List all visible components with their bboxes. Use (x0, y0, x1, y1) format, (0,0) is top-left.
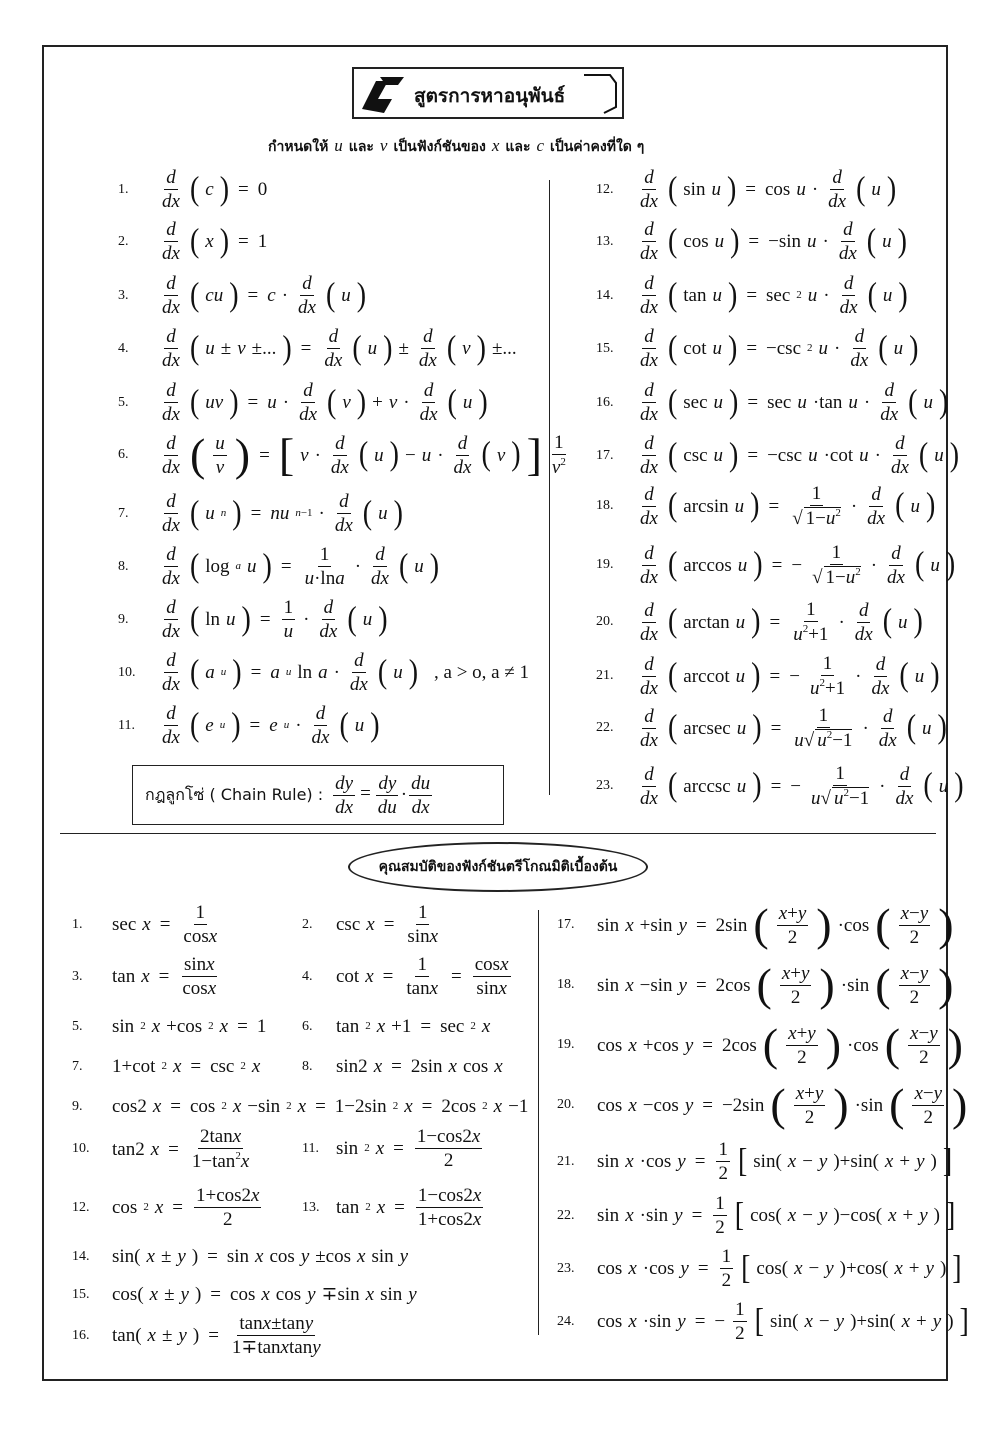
identity-formula: 9. cos2 x = cos 2 x −sin 2 x = 1−2sin 2 x = 2cos 2 x −1 (72, 1096, 529, 1117)
identity-formula: 7. 1+cot 2 x = csc 2 x (72, 1056, 261, 1077)
derivative-formula: 19. $\frac{d}{dx}$ ( arccos u ) = − $\frac{1}{√ 1-u^2}$ · $\frac{d}{dx}$ ( u ) (596, 542, 956, 588)
identity-formula: 5. sin 2 x +cos 2 x = 1 (72, 1016, 267, 1037)
identity-formula: 20. cos x −cos y = −2sin ( $\frac{x+y}{2}$ ) ·sin ( $\frac{x-y}{2}$ ) (557, 1079, 968, 1130)
column-divider-bottom (538, 910, 539, 1335)
section-divider (60, 833, 936, 834)
chain-rule-formula: $\frac{dy}{dx}$ = $\frac{dy}{du}$ · $\frac{du}{dx}$ (335, 772, 431, 818)
derivative-formula: 6. $\frac{d}{dx}$ ( $\frac{u}{v}$ ) = [ v · $\frac{d}{dx}$ ( u ) − u · $\frac{d}{dx}$ ( v ) ] $\frac{1}{v^2}$ (118, 429, 566, 480)
derivative-formula: 10. $\frac{d}{dx}$ ( a u ) = a u ln a · $\frac{d}{dx}$ ( u ) , a > o, a ≠ 1 (118, 650, 530, 695)
derivative-formula: 5. $\frac{d}{dx}$ ( uv ) = u · $\frac{d}{dx}$ ( v ) + v · $\frac{d}{dx}$ ( u ) (118, 380, 488, 425)
arrow-icon (358, 69, 418, 117)
identity-formula: 2. csc x = $\frac{1}{\sin x}$ (302, 902, 439, 947)
derivative-formula: 20. $\frac{d}{dx}$ ( arctan u ) = $\frac{1}{u^2+1}$ · $\frac{d}{dx}$ ( u ) (596, 599, 923, 645)
derivative-formula: 7. $\frac{d}{dx}$ ( u n ) = nu n−1 · $\frac{d}{dx}$ ( u ) (118, 491, 403, 536)
derivative-formula: 21. $\frac{d}{dx}$ ( arccot u ) = − $\frac{1}{u^2+1}$ · $\frac{d}{dx}$ ( u ) (596, 653, 940, 699)
derivative-formula: 4. $\frac{d}{dx}$ ( u ± v ±... ) = $\frac{d}{dx}$ ( u ) ± $\frac{d}{dx}$ ( v ) ±... (118, 326, 517, 371)
derivative-formula: 9. $\frac{d}{dx}$ ( ln u ) = $\frac{1}{u}$ · $\frac{d}{dx}$ ( u ) (118, 597, 388, 642)
column-divider-top (549, 180, 550, 795)
derivative-formula: 15. $\frac{d}{dx}$ ( cot u ) = −csc 2 u · $\frac{d}{dx}$ ( u ) (596, 326, 919, 371)
derivative-formula: 17. $\frac{d}{dx}$ ( csc u ) = −csc u ·cot u · $\frac{d}{dx}$ ( u ) (596, 433, 960, 478)
derivative-formula: 2. $\frac{d}{dx}$ ( x ) = 1 (118, 219, 268, 264)
identity-formula: 12. cos 2 x = $\frac{1+\cos 2x}{2}$ (72, 1185, 260, 1230)
identity-formula: 8. sin2 x = 2sin x cos x (302, 1056, 503, 1077)
identity-formula: 17. sin x +sin y = 2sin ( $\frac{x+y}{2}$ ) ·cos ( $\frac{x-y}{2}$ ) (557, 899, 954, 950)
page-subtitle: กำหนดให้ u และ v เป็นฟังก์ชันของ x และ c เป็นค่าคงที่ใด ๆ (268, 136, 645, 155)
identity-formula: 19. cos x +cos y = 2cos ( $\frac{x+y}{2}$ ) ·cos ( $\frac{x-y}{2}$ ) (557, 1019, 963, 1070)
identity-formula: 21. sin x ·cos y = $\frac{1}{2}$ [ sin( x − y )+sin( x + y ) ] (557, 1139, 953, 1184)
identity-formula: 24. cos x ·sin y = − $\frac{1}{2}$ [ sin( x − y )+sin( x + y ) ] (557, 1299, 969, 1344)
derivative-formula: 1. $\frac{d}{dx}$ ( c ) = 0 (118, 167, 268, 212)
derivative-formula: 13. $\frac{d}{dx}$ ( cos u ) = −sin u · $\frac{d}{dx}$ ( u ) (596, 219, 907, 264)
identity-formula: 23. cos x ·cos y = $\frac{1}{2}$ [ cos( x − y )+cos( x + y ) ] (557, 1246, 962, 1291)
page-title: สูตรการหาอนุพันธ์ (414, 85, 566, 107)
identity-formula: 1. sec x = $\frac{1}{\cos x}$ (72, 902, 218, 947)
identity-formula: 11. sin 2 x = $\frac{1-\cos 2x}{2}$ (302, 1126, 481, 1171)
identity-formula: 10. tan2 x = $\frac{2\tan x}{1-\tan^2x}$ (72, 1126, 250, 1172)
derivative-formula: 23. $\frac{d}{dx}$ ( arccsc u ) = − $\frac{1}{u√ u^2-1}$ · $\frac{d}{dx}$ ( u ) (596, 763, 964, 809)
derivative-formula: 3. $\frac{d}{dx}$ ( cu ) = c · $\frac{d}{dx}$ ( u ) (118, 273, 367, 318)
identity-formula: 13. tan 2 x = $\frac{1-\cos 2x}{1+\cos 2x}$ (302, 1185, 482, 1230)
section-title: คุณสมบัติของฟังก์ชันตรีโกณมิติเบื้องต้น (348, 842, 648, 892)
identity-formula: 4. cot x = $\frac{1}{\tan x}$ = $\frac{\cos x}{\sin x}$ (302, 954, 509, 999)
derivative-formula: 22. $\frac{d}{dx}$ ( arcsec u ) = $\frac{1}{u√ u^2-1}$ · $\frac{d}{dx}$ ( u ) (596, 705, 947, 751)
derivative-formula: 18. $\frac{d}{dx}$ ( arcsin u ) = $\frac{1}{√ 1-u^2}$ · $\frac{d}{dx}$ ( u ) (596, 483, 936, 529)
identity-formula: 18. sin x −sin y = 2cos ( $\frac{x+y}{2}$ ) ·sin ( $\frac{x-y}{2}$ ) (557, 959, 954, 1010)
title-box (352, 67, 624, 119)
derivative-formula: 8. $\frac{d}{dx}$ ( log a u ) = $\frac{1}{u\cdot\ln a}$ · $\frac{d}{dx}$ ( u ) (118, 544, 440, 589)
identity-formula: 16. tan( x ± y ) = $\frac{\tan x\pm\tan y}{\text{1∓tanxtany}}$ (72, 1313, 321, 1358)
chain-rule-label: กฎลูกโซ่ ( Chain Rule) : (145, 784, 324, 804)
chain-rule-box (132, 765, 504, 825)
derivative-formula: 16. $\frac{d}{dx}$ ( sec u ) = sec u ·tan u · $\frac{d}{dx}$ ( u ) (596, 380, 949, 425)
derivative-formula: 12. $\frac{d}{dx}$ ( sin u ) = cos u · $\frac{d}{dx}$ ( u ) (596, 167, 897, 212)
identity-formula: 14. sin( x ± y ) = sin x cos y ±cos x sin y (72, 1246, 409, 1267)
identity-formula: 6. tan 2 x +1 = sec 2 x (302, 1016, 491, 1037)
identity-formula: 3. tan x = $\frac{\sin x}{\cos x}$ (72, 954, 217, 999)
identity-formula: 22. sin x ·sin y = $\frac{1}{2}$ [ cos( x − y )−cos( x + y ) ] (557, 1193, 956, 1238)
derivative-formula: 14. $\frac{d}{dx}$ ( tan u ) = sec 2 u · $\frac{d}{dx}$ ( u ) (596, 273, 908, 318)
identity-formula: 15. cos( x ± y ) = cos x cos y ∓sin x sin y (72, 1284, 417, 1305)
bracket-icon (580, 69, 620, 117)
derivative-formula: 11. $\frac{d}{dx}$ ( e u ) = e u · $\frac{d}{dx}$ ( u ) (118, 703, 380, 748)
